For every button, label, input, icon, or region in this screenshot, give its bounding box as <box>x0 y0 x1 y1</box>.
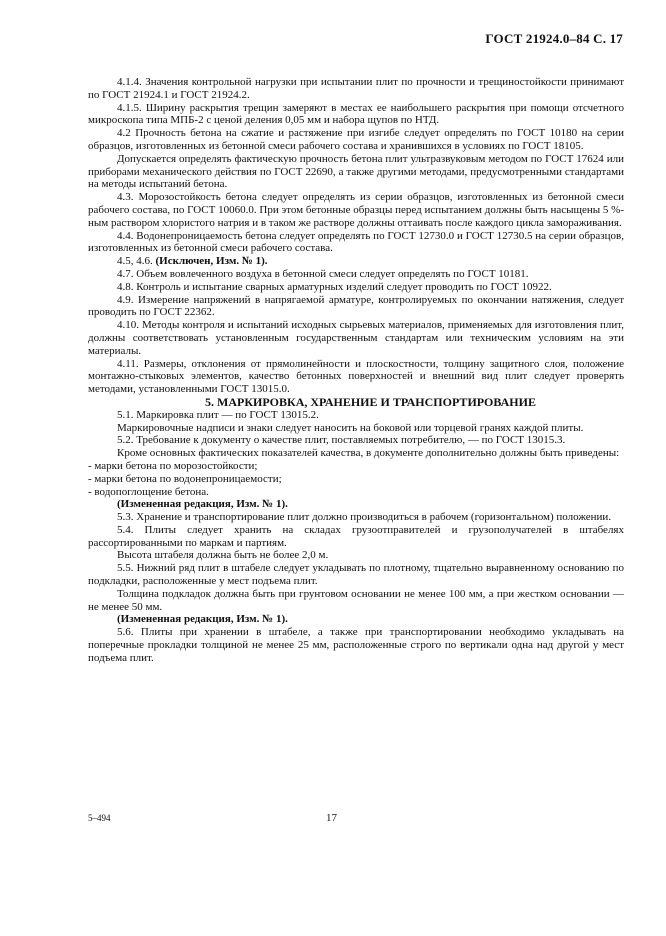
footer-order-mark: 5–494 <box>88 813 111 823</box>
paragraph-4-10: 4.10. Методы контроля и испытаний исходных сырьевых материалов, применяемых для изготовления плит, должны соответствовать установленным государственным стандартам или техническим условиям на эти материалы. <box>88 319 624 357</box>
excluded-note: (Исключен, Изм. № 1). <box>155 255 268 268</box>
list-item: - марки бетона по водонепроницаемости; <box>88 472 282 485</box>
paragraph-4-2-note: Допускается определять фактическую прочность бетона плит ультразвуковым методом по ГОСТ 17624 или приборами механического действия по ГОСТ 22690, а также другими методами, предусмотренными стандартами на методы испытаний бетона. <box>88 152 624 191</box>
paragraph-5-2: 5.2. Требование к документу о качестве плит, поставляемых потребителю, — по ГОСТ 13015.3. <box>117 434 566 447</box>
excluded-prefix: 4.5, 4.6. <box>117 255 156 268</box>
paragraph-5-3: 5.3. Хранение и транспортирование плит должно производиться в рабочем (горизонтальном) положении. <box>117 511 612 524</box>
paragraph-5-6: 5.6. Плиты при хранении в штабеле, а также при транспортировании необходимо укладывать на поперечные прокладки толщиной не менее 25 мм, расположенные строго по вертикали одна над другой у мест подъема плит. <box>88 626 624 664</box>
paragraph-4-9: 4.9. Измерение напряжений в напрягаемой арматуре, контролируемых по окончании натяжения, следует проводить по ГОСТ 22362. <box>88 293 624 319</box>
paragraph-5-5-note: Толщина подкладок должна быть при грунтовом основании не менее 100 мм, а при жестком основании — не менее 50 мм. <box>88 587 624 613</box>
paragraph-5-1: 5.1. Маркировка плит — по ГОСТ 13015.2. <box>117 408 319 421</box>
paragraph-4-8: 4.8. Контроль и испытание сварных арматурных изделий следует проводить по ГОСТ 10922. <box>117 280 552 293</box>
edit-note: (Измененная редакция, Изм. № 1). <box>117 498 288 511</box>
section-heading: 5. МАРКИРОВКА, ХРАНЕНИЕ И ТРАНСПОРТИРОВАНИЕ <box>205 394 536 409</box>
paragraph-4-7: 4.7. Объем вовлеченного воздуха в бетонной смеси следует определять по ГОСТ 10181. <box>117 267 529 280</box>
paragraph-4-1-5: 4.1.5. Ширину раскрытия трещин замеряют в местах ее наибольшего раскрытия при помощи отсчетного микроскопа типа МПБ-2 с ценой деления 0,05 мм и набора щупов по НТД. <box>88 101 624 127</box>
paragraph-4-4: 4.4. Водонепроницаемость бетона следует определять по ГОСТ 12730.0 и ГОСТ 12730.5 на серии образцов, изготовленных из бетонной смеси рабочего состава. <box>88 229 624 255</box>
paragraph-4-2: 4.2 Прочность бетона на сжатие и растяжение при изгибе следует определять по ГОСТ 10180 на серии образцов, изготовленных из бетонной смеси рабочего состава и хранившихся в условиях по ГОСТ 18105. <box>88 127 624 152</box>
paragraph-5-4: 5.4. Плиты следует хранить на складах грузоотправителей и грузополучателей в штабелях рассортированными по маркам и партиям. <box>88 523 624 549</box>
paragraph-5-1-note: Маркировочные надписи и знаки следует наносить на боковой или торцевой гранях каждой плиты. <box>117 421 584 434</box>
paragraph-5-2-note: Кроме основных фактических показателей качества, в документе дополнительно должны быть приведены: <box>117 447 620 460</box>
paragraph-5-4-note: Высота штабеля должна быть не более 2,0 м. <box>117 549 329 562</box>
edit-note: (Измененная редакция, Изм. № 1). <box>117 613 288 626</box>
page-number: 17 <box>326 812 337 824</box>
document-body <box>88 76 624 665</box>
page-header: ГОСТ 21924.0–84 С. 17 <box>485 31 623 46</box>
paragraph-4-1-4: 4.1.4. Значения контрольной нагрузки при испытании плит по прочности и трещиностойкости принимают по ГОСТ 21924.1 и ГОСТ 21924.2. <box>88 76 624 101</box>
paragraph-4-5-4-6 <box>88 255 624 268</box>
paragraph-4-11: 4.11. Размеры, отклонения от прямолинейности и плоскостности, толщину защитного слоя, положение монтажно-стыковых элементов, качество бетонных поверхностей и внешний вид плит следует проверять методами, установленными ГОСТ 13015.0. <box>88 357 624 396</box>
paragraph-4-3: 4.3. Морозостойкость бетона следует определять из серии образцов, изготовленных из бетонной смеси рабочего состава, по ГОСТ 10060.0. При этом бетонные образцы перед испытанием должны быть насыщены 5 %-ным раствором хлористого натрия и в таком же растворе должны оттаивать после каждого цикла замораживания. <box>88 191 624 229</box>
list-item: - водопоглощение бетона. <box>88 485 209 498</box>
list-item: - марки бетона по морозостойкости; <box>88 459 258 472</box>
paragraph-5-5: 5.5. Нижний ряд плит в штабеле следует укладывать по плотному, тщательно выравненному основанию по подкладки, расположенные у мест подъема плит. <box>88 562 624 588</box>
